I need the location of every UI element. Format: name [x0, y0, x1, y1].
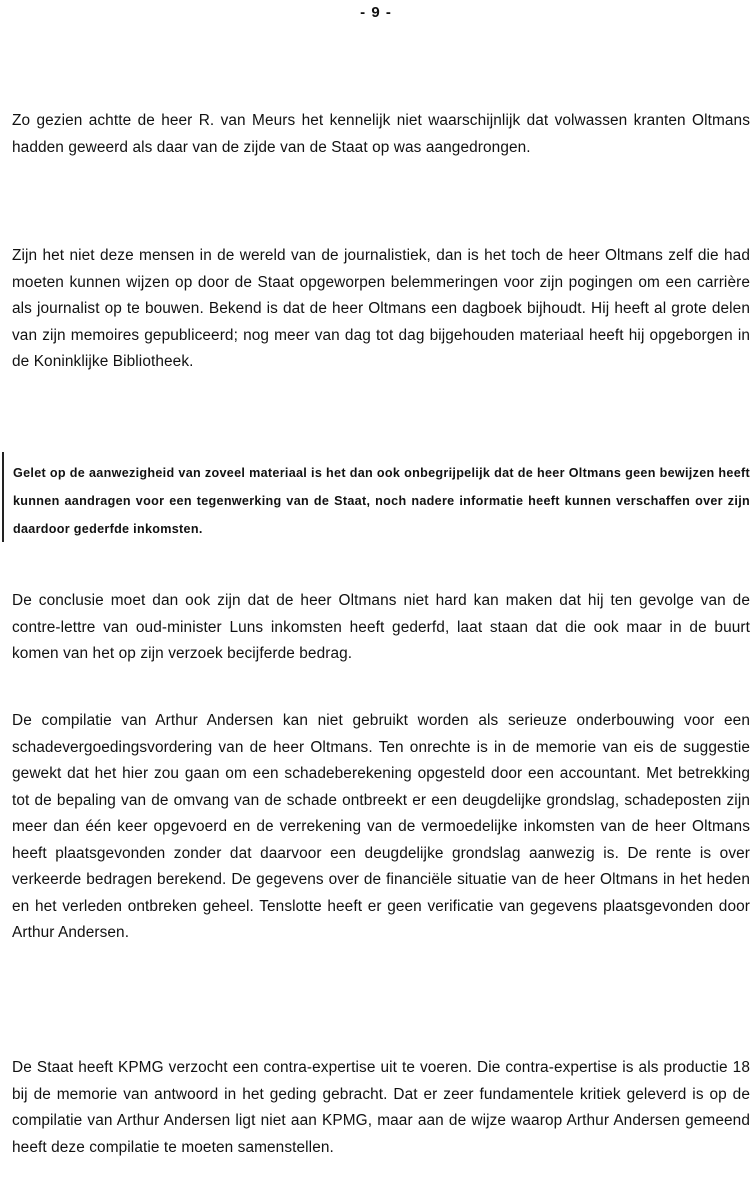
paragraph-conclusie: De conclusie moet dan ook zijn dat de heer Oltmans niet hard kan maken dat hij ten gevolge van de contre-lettre van oud-minister Luns inkomsten heeft gederfd, laat staan dat die ook maar in de buurt komen van het op zijn verzoek becijferde bedrag. — [12, 592, 750, 662]
paragraph-materiaal: Gelet op de aanwezigheid van zoveel materiaal is het dan ook onbegrijpelijk dat de heer Oltmans geen bewijzen heeft kunnen aandragen voor een tegenwerking van de Staat, noch nadere informatie heeft kunnen verschaffen over zijn daardoor gederfde inkomsten. — [13, 466, 750, 536]
margin-mark — [2, 452, 4, 542]
paragraph-meurs: Zo gezien achtte de heer R. van Meurs het kennelijk niet waarschijnlijk dat volwassen kranten Oltmans hadden geweerd als daar van de zijde van de Staat op was aangedrongen. — [12, 112, 750, 156]
paragraph-journalistiek: Zijn het niet deze mensen in de wereld van de journalistiek, dan is het toch de heer Oltmans zelf die had moeten kunnen wijzen op door de Staat opgeworpen belemmeringen voor zijn pogingen om een carrière als journalist op te bouwen. Bekend is dat de heer Oltmans een dagboek bijhoudt. Hij heeft al grote delen van zijn memoires gepubliceerd; nog meer van dag tot dag bijgehouden materiaal heeft hij opgeborgen in de Koninklijke Bibliotheek. — [12, 247, 750, 370]
paragraph-kpmg: De Staat heeft KPMG verzocht een contra-expertise uit te voeren. Die contra-expertise is als productie 18 bij de memorie van antwoord in het geding gebracht. Dat er zeer fundamentele kritiek geleverd is op de compilatie van Arthur Andersen ligt niet aan KPMG, maar aan de wijze waarop Arthur Andersen gemeend heeft deze compilatie te moeten samenstellen. — [12, 1059, 750, 1156]
page-number: - 9 - — [360, 4, 392, 21]
paragraph-compilatie: De compilatie van Arthur Andersen kan niet gebruikt worden als serieuze onderbouwing voor een schadevergoedingsvordering van de heer Oltmans. Ten onrechte is in de memorie van eis de suggestie gewekt dat het hier zou gaan om een schadeberekening opgesteld door een accountant. Met betrekking tot de bepaling van de omvang van de schade ontbreekt er een deugdelijke grondslag, schadeposten zijn meer dan één keer opgevoerd en de verrekening van de vermoedelijke inkomsten van de heer Oltmans heeft plaatsgevonden zonder dat daarvoor een deugdelijke grondslag aanwezig is. De rente is over verkeerde bedragen berekend. De gegevens over de financiële situatie van de heer Oltmans in het heden en het verleden ontbreken geheel. Tenslotte heeft er geen verificatie van gegevens plaatsgevonden door Arthur Andersen. — [12, 712, 750, 941]
